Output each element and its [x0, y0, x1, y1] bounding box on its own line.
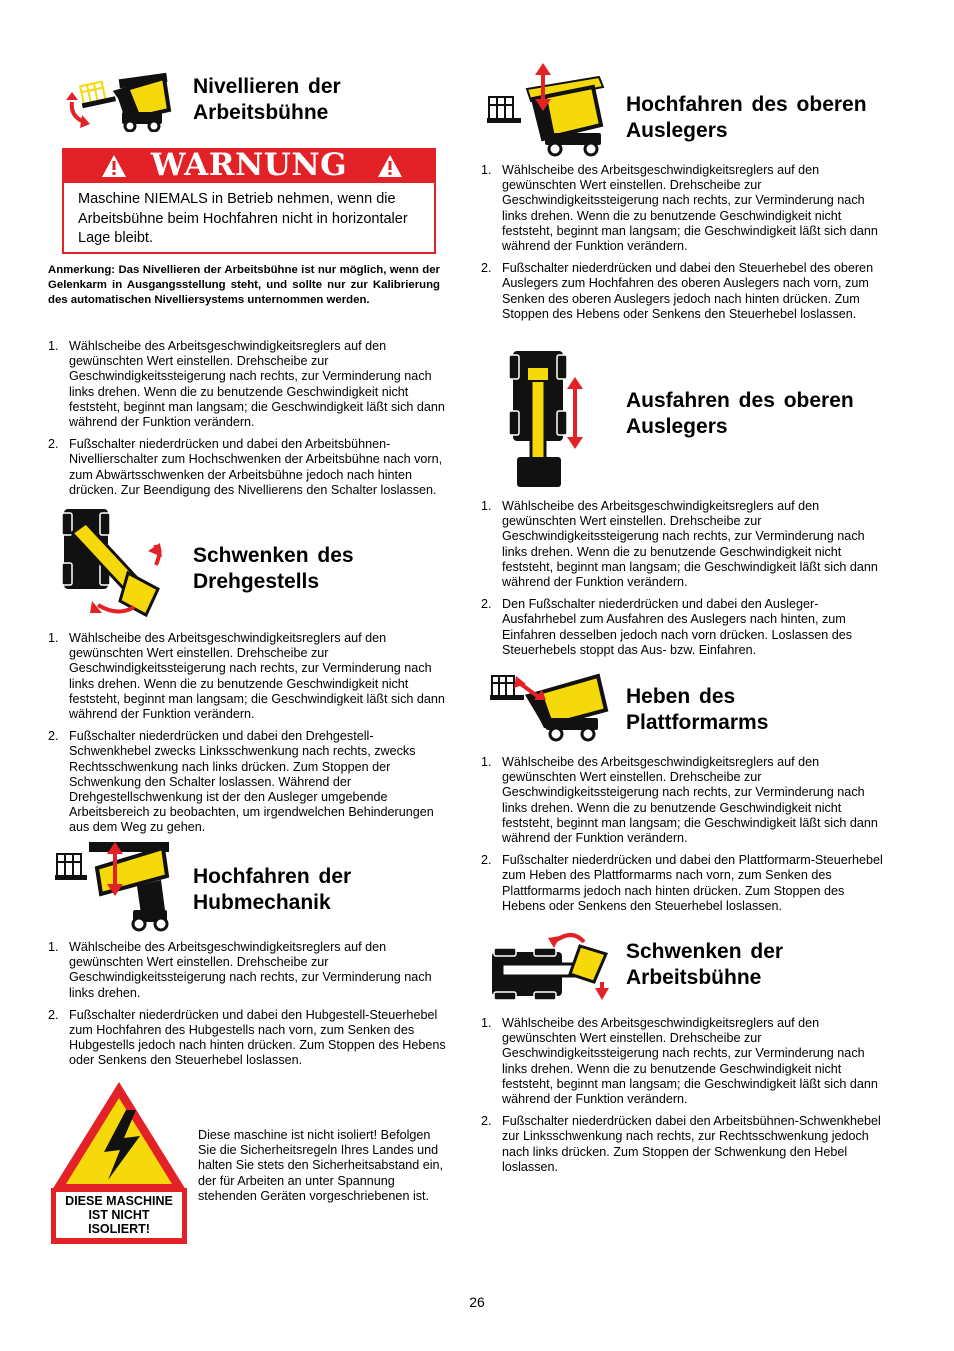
hazard-sign-label: DIESE MASCHINE IST NICHT ISOLIERT!: [65, 1194, 173, 1236]
list-item: 2. Fußschalter niederdrücken und dabei den Arbeitsbühnen-Nivellierschalter zum Hochschwenken der Arbeitsbühne nach vorn, zum Abwärtsschwenken der Arbeitsbühne jedoch nach hinten drücken. Zur Beendigung des Nivellierens den Schalter loslassen.: [48, 437, 443, 497]
section-title-riser: Hochfahren der Hubmechanik: [193, 865, 352, 914]
platform-rotate-icon: [488, 926, 616, 1007]
riser-steps: [48, 940, 448, 1076]
page-number: 26: [469, 1294, 485, 1310]
turntable-swing-icon: [58, 505, 170, 625]
list-item: 1. Wählscheibe des Arbeitsgeschwindigkeitsreglers auf den gewünschten Wert einstellen. Drehscheibe zur Geschwindigkeitssteigerung nach rechts, zur Verminderung nach links drehen. Wenn die zu benutzende Geschwindigkeit nicht feststeht, beginnt man langsam; die Geschwindigkeit läßt sich dann während der Funktion verändern.: [48, 631, 445, 722]
section-title-platform-rotate: Schwenken der Arbeitsbühne: [626, 940, 784, 989]
turntable-steps: [48, 631, 453, 843]
list-item: 2. Fußschalter niederdrücken und dabei den Hubgestell-Steuerhebel zum Hochfahren des Hubgestells nach vorn, zum Senken des Hubgestells jedoch nach hinten drücken. Zum Stoppen des Hebens oder Senkens den Steuerhebel loslassen.: [48, 1007, 446, 1068]
warning-title: WARNUNG: [150, 147, 348, 183]
list-item: 1. Wählscheibe des Arbeitsgeschwindigkeitsreglers auf den gewünschten Wert einstellen. Drehscheibe zur Geschwindigkeitssteigerung nach rechts, zur Verminderung nach links drehen. Wenn die zu benutzende Geschwindigkeit nicht feststeht, beginnt man langsam; die Geschwindigkeit läßt sich dann während der Funktion verändern.: [481, 755, 878, 846]
list-item: 1. Wählscheibe des Arbeitsgeschwindigkeitsreglers auf den gewünschten Wert einstellen. Drehscheibe zur Geschwindigkeitssteigerung nach rechts, zur Verminderung nach links drehen. Wenn die zu benutzende Geschwindigkeit nicht feststeht, beginnt man langsam; die Geschwindigkeit läßt sich dann während der Funktion verändern.: [48, 339, 445, 430]
list-item: 1. Wählscheibe des Arbeitsgeschwindigkeitsreglers auf den gewünschten Wert einstellen. Drehscheibe zur Geschwindigkeitssteigerung nach rechts, zur Verminderung nach links drehen. Wenn die zu benutzende Geschwindigkeit nicht feststeht, beginnt man langsam; die Geschwindigkeit läßt sich dann während der Funktion verändern.: [481, 499, 878, 590]
list-item: 2. Fußschalter niederdrücken und dabei den Drehgestell-Schwenkhebel zwecks Linksschwenkung nach rechts, zwecks Rechtsschwenkung nach links drücken. Zum Stoppen der Schwenkung den Schalter loslassen. Während der Drehgestellschwenkung ist der den Ausleger umgebende Arbeitsbereich zu beobachten, um irgendwelchen Behinderungen aus dem Weg zu gehen.: [48, 729, 434, 835]
warning-header: [64, 147, 434, 183]
list-item: 2. Fußschalter niederdrücken und dabei den Steuerhebel des oberen Auslegers zum Hochfahren des oberen Auslegers nach vorn, zum Senken des oberen Auslegers jedoch nach hinten drücken. Zum Stoppen des Hebens oder Senkens den Steuerhebel loslassen.: [481, 261, 874, 321]
leveling-steps: [48, 339, 448, 505]
boom-extend-icon: [505, 349, 590, 494]
section-title-leveling: Nivellieren der Arbeitsbühne: [193, 75, 341, 124]
jib-steps: [481, 755, 886, 921]
platform-leveling-icon: [64, 70, 174, 137]
list-item: 1. Wählscheibe des Arbeitsgeschwindigkeitsreglers auf den gewünschten Wert einstellen. Drehscheibe zur Geschwindigkeitssteigerung nach rechts, zur Verminderung nach links drehen.: [48, 940, 432, 1000]
leveling-note: Anmerkung: Das Nivellieren der Arbeitsbühne ist nur möglich, wenn der Gelenkarm in Ausgangsstellung steht, und sollte nur zur Kalibrierung des automatischen Nivelliersystems unternommen werden.: [48, 264, 440, 306]
upper-boom-lift-icon: [485, 63, 615, 164]
warning-text: Maschine NIEMALS in Betrieb nehmen, wenn die Arbeitsbühne beim Hochfahren nicht in horizontaler Lage bleibt.: [78, 191, 408, 246]
list-item: 1. Wählscheibe des Arbeitsgeschwindigkeitsreglers auf den gewünschten Wert einstellen. Drehscheibe zur Geschwindigkeitssteigerung nach rechts, zur Verminderung nach links drehen. Wenn die zu benutzende Geschwindigkeit nicht feststeht, beginnt man langsam; die Geschwindigkeit läßt sich dann während der Funktion verändern.: [481, 163, 878, 254]
list-item: 1. Wählscheibe des Arbeitsgeschwindigkeitsreglers auf den gewünschten Wert einstellen. Drehscheibe zur Geschwindigkeitssteigerung nach rechts, zur Verminderung nach links drehen. Wenn die zu benutzende Geschwindigkeit nicht feststeht, beginnt man langsam; die Geschwindigkeit läßt sich dann während der Funktion verändern.: [481, 1016, 878, 1107]
platform-rotate-steps: [481, 1016, 886, 1182]
boom-extend-steps: [481, 499, 886, 665]
section-title-upper-boom-lift: Hochfahren des oberen Auslegers: [626, 93, 867, 142]
warning-box: [62, 148, 436, 254]
upper-boom-lift-steps: [481, 163, 886, 329]
jib-lift-icon: [488, 670, 613, 753]
warning-triangle-icon: [377, 154, 403, 183]
section-title-jib: Heben des Plattformarms: [626, 685, 769, 734]
section-title-turntable: Schwenken des Drehgestells: [193, 544, 354, 593]
list-item: 2. Den Fußschalter niederdrücken und dabei den Ausleger-Ausfahrhebel zum Ausfahren des Auslegers nach hinten, zum Einfahren desselben jedoch nach vorn drücken. Loslassen des Steuerhebels stoppt das Aus- bzw. Einfahren.: [481, 597, 853, 657]
electrical-hazard-sign: [50, 1080, 188, 1251]
list-item: 2. Fußschalter niederdrücken dabei den Arbeitsbühnen-Schwenkhebel zur Linksschwenkung nach rechts, zur Rechtsschwenkung jedoch nach links drücken. Zum Stoppen der Schwenkung den Hebel loslassen.: [481, 1114, 881, 1174]
section-title-boom-extend: Ausfahren des oberen Auslegers: [626, 389, 854, 438]
riser-lift-icon: [53, 838, 173, 938]
list-item: 2. Fußschalter niederdrücken und dabei den Plattformarm-Steuerhebel zum Heben des Plattformarms nach vorn, zum Senken des Plattformarms jedoch nach hinten drücken. Zum Stoppen des Hebens oder Senkens den Steuerhebel loslassen.: [481, 853, 883, 913]
isolation-text: Diese maschine ist nicht isoliert! Befolgen Sie die Sicherheitsregeln Ihres Landes und halten Sie stets den Sicherheitsabstand ein, der für Arbeiten an unter Spannung stehenden Geräten vorgeschriebenen ist.: [198, 1128, 444, 1203]
